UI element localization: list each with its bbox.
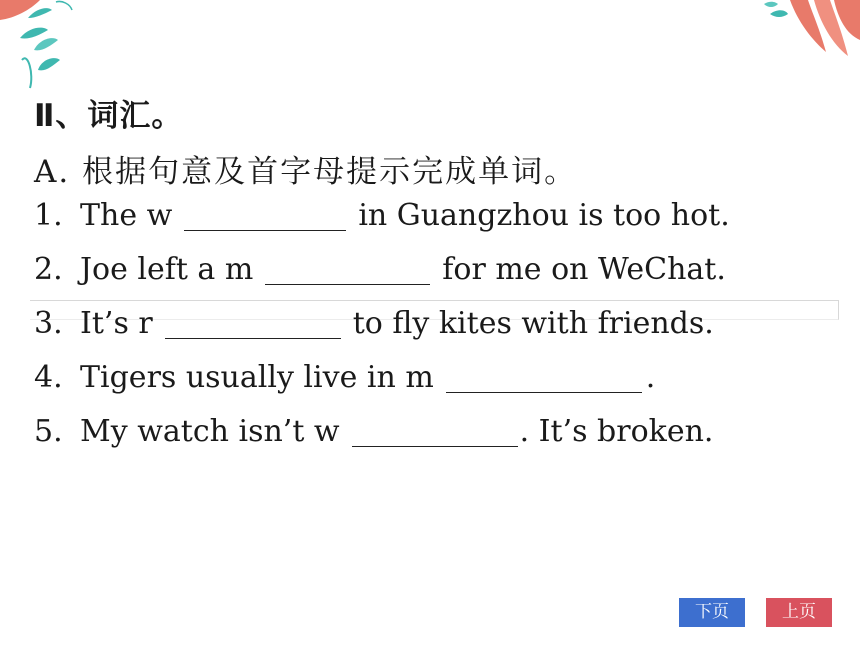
answer-blank	[184, 229, 346, 231]
question-text-after: . It’s broken.	[519, 414, 714, 449]
answer-blank	[265, 283, 430, 285]
question-5	[34, 414, 713, 449]
answer-blank	[352, 445, 518, 447]
question-text-before: It’s r	[80, 306, 153, 341]
question-text-after: .	[645, 360, 656, 395]
section-instruction: A. 根据句意及首字母提示完成单词。	[34, 154, 578, 190]
question-number: 4.	[34, 360, 63, 395]
question-text-after: in Guangzhou is too hot.	[358, 198, 730, 233]
question-text-before: My watch isn’t w	[80, 414, 340, 449]
question-1	[34, 198, 730, 233]
previous-page-button[interactable]: 上页	[766, 598, 832, 627]
question-number: 3.	[34, 306, 63, 341]
answer-blank	[165, 337, 341, 339]
question-text-before: The w	[80, 198, 173, 233]
question-4	[34, 360, 655, 395]
question-number: 2.	[34, 252, 63, 287]
question-3	[34, 306, 714, 341]
section-title: Ⅱ、词汇。	[34, 98, 184, 134]
question-number: 1.	[34, 198, 63, 233]
question-text-before: Joe left a m	[80, 252, 254, 287]
answer-blank	[446, 391, 642, 393]
next-page-button[interactable]: 下页	[679, 598, 745, 627]
leaf-decoration-right-icon	[730, 0, 860, 75]
question-text-after: for me on WeChat.	[442, 252, 726, 287]
question-number: 5.	[34, 414, 63, 449]
leaf-decoration-left-icon	[0, 0, 90, 95]
question-2	[34, 252, 726, 287]
question-text-before: Tigers usually live in m	[80, 360, 434, 395]
question-text-after: to fly kites with friends.	[352, 306, 714, 341]
